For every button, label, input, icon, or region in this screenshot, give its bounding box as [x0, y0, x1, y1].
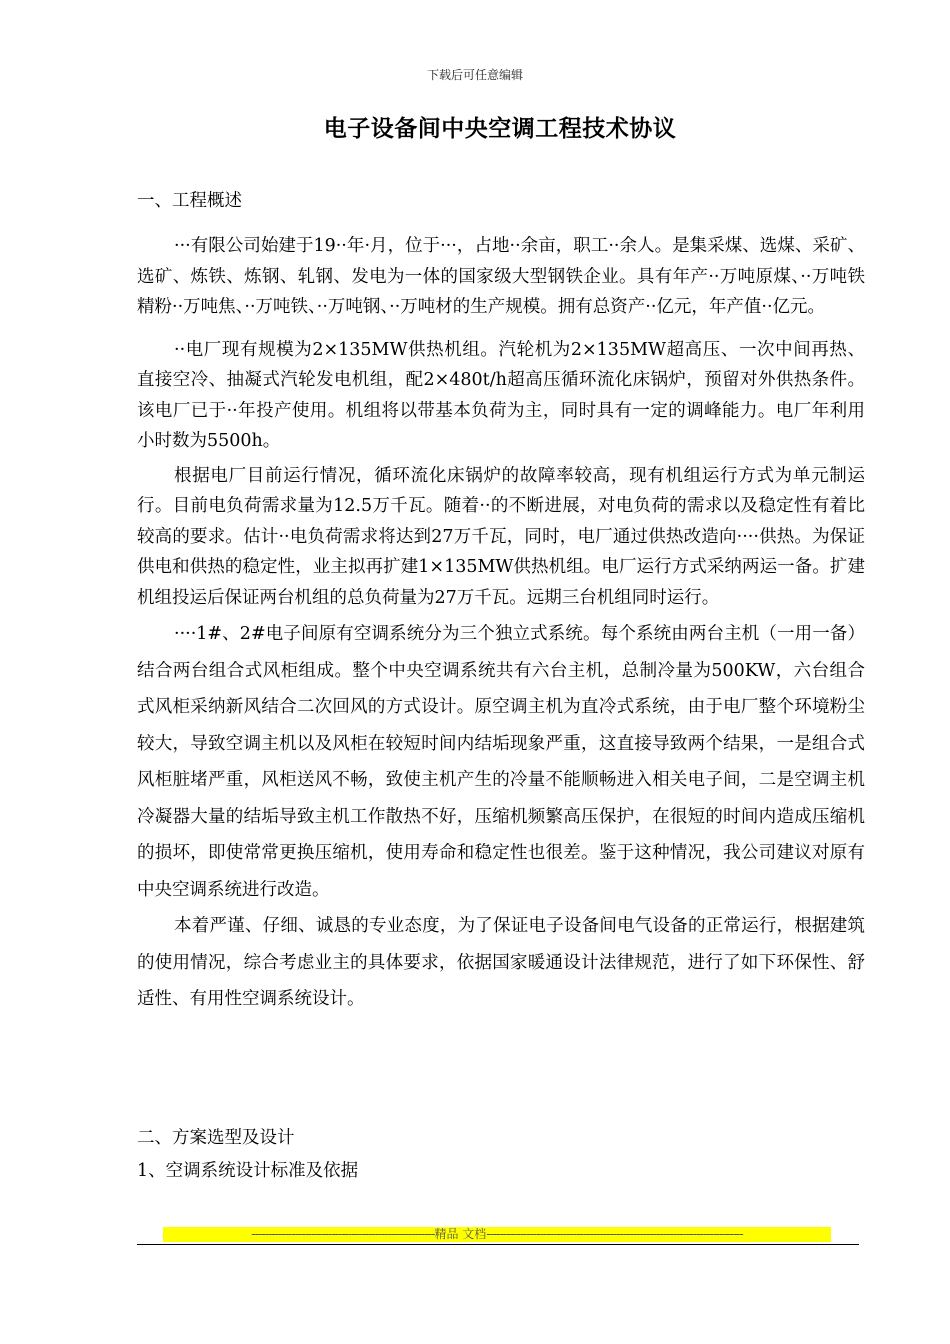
- section-2-heading: 二、方案选型及设计: [137, 1128, 295, 1148]
- document-title: 电子设备间中央空调工程技术协议: [323, 115, 677, 142]
- paragraph-power-plant: ··电厂现有规模为2×135MW供热机组。汽轮机为2×135MW超高压、一次中间再热、直接空冷、抽凝式汽轮发电机组，配2×480t/h超高压循环流化床锅炉，预留对外供热条件。该电厂已于··年投产使用。机组将以带基本负荷为主，同时具有一定的调峰能力。电厂年利用小时数为5500h。: [137, 339, 865, 451]
- paragraph-operation-status: 根据电厂目前运行情况，循环流化床锅炉的故障率较高，现有机组运行方式为单元制运行。目前电负荷需求量为12.5万千瓦。随着··的不断进展，对电负荷的需求以及稳定性有着比较高的要求。估计··电负荷需求将达到27万千瓦，同时，电厂通过供热改造向····供热。为保证供电和供热的稳定性，业主拟再扩建1×135MW供热机组。电厂运行方式采纳两运一备。扩建机组投运后保证两台机组的总负荷量为27万千瓦。远期三台机组同时运行。: [137, 465, 865, 608]
- footer-right-dashes: -----------------------------------------------------------------------------: [486, 1227, 743, 1241]
- paragraph-company-overview: ···有限公司始建于19··年·月，位于···，占地··余亩，职工··余人。是集采煤、选煤、采矿、选矿、炼铁、炼钢、轧钢、发电为一体的国家级大型钢铁企业。具有年产··万吨原煤、··万吨铁精粉··万吨焦、··万吨铁、··万吨钢、··万吨材的生产规模。拥有总资产··亿元，年产值··亿元。: [137, 236, 865, 317]
- footer-left-dashes: -------------------------------------------------------: [251, 1227, 435, 1241]
- footer-watermark-bar: [163, 1227, 831, 1242]
- subsection-2-1-heading: 1、空调系统设计标准及依据: [137, 1161, 359, 1181]
- footer-divider: [137, 1244, 859, 1245]
- paragraph-existing-ac-system: ····1#、2#电子间原有空调系统分为三个独立式系统。每个系统由两台主机（一用一备）结合两台组合式风柜组成。整个中央空调系统共有六台主机，总制冷量为500KW，六台组合式风柜采纳新风结合二次回风的方式设计。原空调主机为直冷式系统，由于电厂整个环境粉尘较大，导致空调主机以及风柜在较短时间内结垢现象严重，这直接导致两个结果，一是组合式风柜脏堵严重，风柜送风不畅，致使主机产生的冷量不能顺畅进入相关电子间，二是空调主机冷凝器大量的结垢导致主机工作散热不好，压缩机频繁高压保护，在很短的时间内造成压缩机的损坏，即使常常更换压缩机，使用寿命和稳定性也很差。鉴于这种情况，我公司建议对原有中央空调系统进行改造。: [137, 624, 865, 900]
- section-1: [137, 185, 865, 1018]
- footer-label: 精品 文档: [434, 1227, 487, 1241]
- header-note: 下载后可任意编辑: [426, 68, 523, 82]
- section-2: [137, 1122, 865, 1188]
- paragraph-design-intent: 本着严谨、仔细、诚恳的专业态度，为了保证电子设备间电气设备的正常运行，根据建筑的使用情况，综合考虑业主的具体要求，依据国家暖通设计法律规范，进行了如下环保性、舒适性、有用性空调系统设计。: [137, 916, 865, 1009]
- section-1-heading: 一、工程概述: [137, 191, 242, 211]
